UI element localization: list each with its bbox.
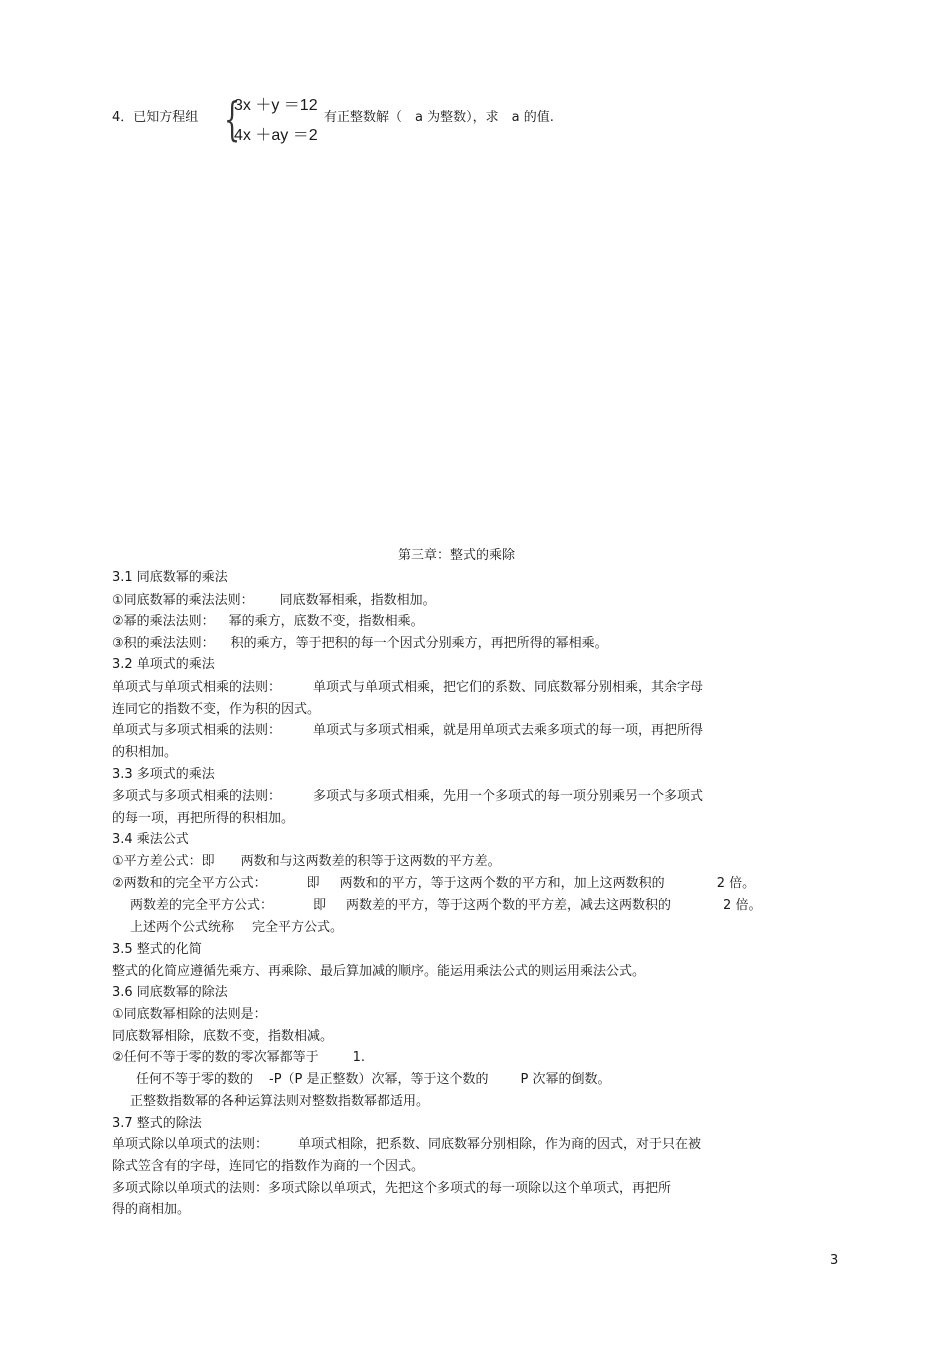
- section-heading: 3.2 单项式的乘法: [112, 657, 215, 672]
- body-line: 得的商相加。: [112, 1202, 191, 1217]
- body-line: 的积相加。: [112, 745, 178, 760]
- body-line: ②幂的乘法法则： 幂的乘方，底数不变，指数相乘。: [112, 614, 424, 629]
- section-heading: 3.3 多项式的乘法: [112, 767, 215, 782]
- body-line: ③积的乘法法则： 积的乘方，等于把积的每一个因式分别乘方，再把所得的幂相乘。: [112, 636, 608, 651]
- body-line: 单项式与单项式相乘的法则： 单项式与单项式相乘，把它们的系数、同底数幂分别相乘，其余字母: [112, 680, 704, 695]
- body-line: 除式笠含有的字母，连同它的指数作为商的一个因式。: [112, 1159, 425, 1174]
- body-line: 多项式与多项式相乘的法则： 多项式与多项式相乘，先用一个多项式的每一项分别乘另一个多项式: [112, 789, 704, 804]
- body-line: 整式的化简应遵循先乘方、再乘除、最后算加减的顺序。能运用乘法公式的则运用乘法公式。: [112, 964, 646, 979]
- body-line: 正整数指数幂的各种运算法则对整数指数幂都适用。: [130, 1094, 430, 1109]
- equation-2: 4x ＋ay ＝2: [234, 127, 318, 144]
- chapter-title: 第三章：整式的乘除: [398, 548, 516, 563]
- page-number: 3: [830, 1253, 839, 1268]
- body-line: ①同底数幂相除的法则是：: [112, 1007, 267, 1022]
- body-line: ①同底数幂的乘法法则： 同底数幂相乘，指数相加。: [112, 593, 436, 608]
- section-heading: 3.5 整式的化简: [112, 942, 202, 957]
- body-line: 任何不等于零的数的 -P（P 是正整数）次幂，等于这个数的 P 次幂的倒数。: [136, 1072, 611, 1087]
- body-line: 多项式除以单项式的法则：多项式除以单项式，先把这个多项式的每一项除以这个单项式，再把所: [112, 1181, 672, 1196]
- section-heading: 3.6 同底数幂的除法: [112, 985, 228, 1000]
- body-line: 单项式除以单项式的法则： 单项式相除，把系数、同底数幂分别相除，作为商的因式，对于只在被: [112, 1137, 702, 1152]
- body-line: ②任何不等于零的数的零次幂都等于 1.: [112, 1050, 366, 1065]
- section-heading: 3.4 乘法公式: [112, 832, 189, 847]
- body-line: 的每一项，再把所得的积相加。: [112, 811, 295, 826]
- body-line: 单项式与多项式相乘的法则： 单项式与多项式相乘，就是用单项式去乘多项式的每一项，再把所得: [112, 723, 704, 738]
- equation-1: 3x ＋y ＝12: [234, 97, 318, 114]
- body-line: 连同它的指数不变，作为积的因式。: [112, 702, 321, 717]
- body-line: 上述两个公式统称 完全平方公式。: [130, 920, 344, 935]
- problem-4-text: 有正整数解（ a 为整数），求 a 的值.: [324, 110, 554, 125]
- problem-4-label: 4．已知方程组: [112, 110, 199, 125]
- left-brace-icon: {: [224, 92, 241, 146]
- body-line: 同底数幂相除，底数不变，指数相减。: [112, 1029, 334, 1044]
- section-heading: 3.7 整式的除法: [112, 1116, 202, 1131]
- body-line: 两数差的完全平方公式： 即 两数差的平方，等于这两个数的平方差，减去这两数积的 2 倍。: [130, 898, 762, 913]
- section-heading: 3.1 同底数幂的乘法: [112, 570, 228, 585]
- body-line: ②两数和的完全平方公式： 即 两数和的平方，等于这两个数的平方和，加上这两数积的 2 倍。: [112, 876, 756, 891]
- body-line: ①平方差公式：即 两数和与这两数差的积等于这两数的平方差。: [112, 854, 501, 869]
